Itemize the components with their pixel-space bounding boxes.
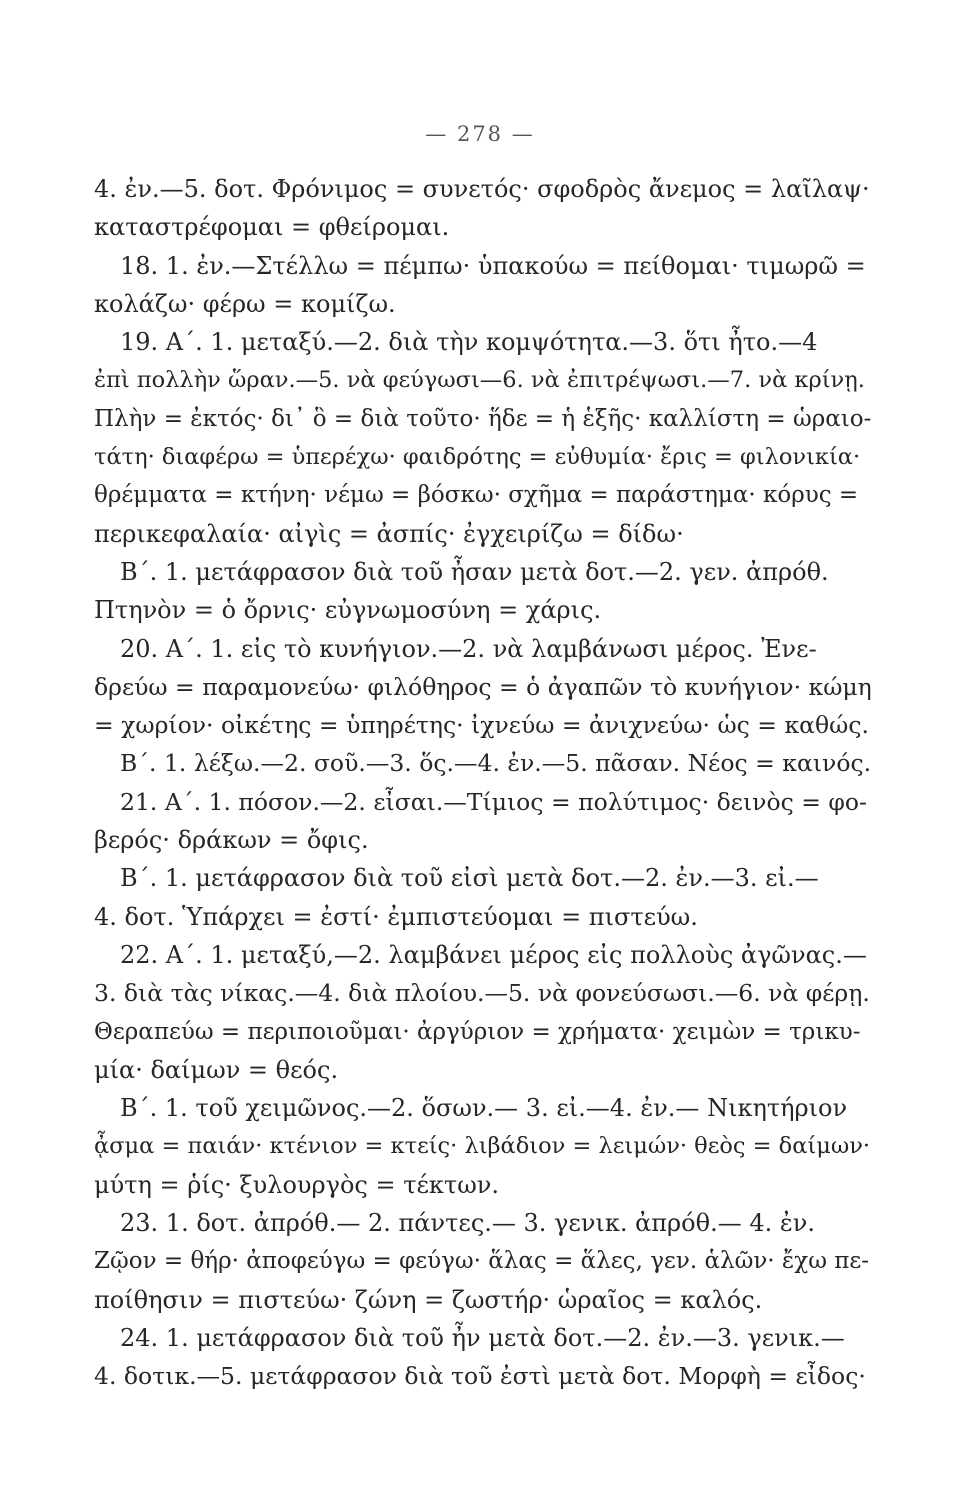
text-line: 24. 1. μετάφρασον διὰ τοῦ ἦν μετὰ δοτ.—2. ἐν.—3. γενικ.— [120,1323,845,1352]
text-line: μία· δαίμων = θεός. [94,1055,339,1084]
text-line: Β΄. 1. μετάφρασον διὰ τοῦ ἦσαν μετὰ δοτ.—2. γεν. ἀπρόθ. [120,557,829,586]
text-line: 20. Α΄. 1. εἰς τὸ κυνήγιον.—2. νὰ λαμβάνωσι μέρος. Ἐνε- [120,634,817,663]
text-line: Θεραπεύω = περιποιοῦμαι· ἀργύριον = χρήματα· χειμὼν = τρικυ- [94,1018,861,1045]
text-line: 18. 1. ἐν.—Στέλλω = πέμπω· ὑπακούω = πείθομαι· τιμωρῶ = [120,251,866,280]
text-line: 21. Α΄. 1. πόσον.—2. εἶσαι.—Τίμιος = πολύτιμος· δεινὸς = φο- [120,787,867,816]
text-line: ἐπὶ πολλὴν ὥραν.—5. νὰ φεύγωσι—6. νὰ ἐπιτρέψωσι.—7. νὰ κρίνῃ. [94,367,865,394]
text-line: 19. Α΄. 1. μεταξύ.—2. διὰ τὴν κομψότητα.—3. ὅτι ἦτο.—4 [120,328,818,357]
text-line: Β΄. 1. μετάφρασον διὰ τοῦ εἰσὶ μετὰ δοτ.—2. ἐν.—3. εἰ.— [120,864,819,893]
text-line: Πτηνὸν = ὁ ὄρνις· εὐγνωμοσύνη = χάρις. [94,596,602,625]
text-line: = χωρίον· οἰκέτης = ὑπηρέτης· ἰχνεύω = ἀνιχνεύω· ὡς = καθώς. [94,711,869,740]
text-line: περικεφαλαία· αἰγὶς = ἀσπίς· ἐγχειρίζω = δίδω· [94,519,684,548]
text-line: 23. 1. δοτ. ἀπρόθ.— 2. πάντες.— 3. γενικ. ἀπρόθ.— 4. ἐν. [120,1209,815,1238]
text-line: μύτη = ῥίς· ξυλουργὸς = τέκτων. [94,1170,499,1199]
text-line: Β΄. 1. τοῦ χειμῶνος.—2. ὅσων.— 3. εἰ.—4. ἐν.— Νικητήριον [120,1094,848,1123]
text-line: βερός· δράκων = ὄφις. [94,826,369,855]
text-line: 3. διὰ τὰς νίκας.—4. διὰ πλοίου.—5. νὰ φονεύσωσι.—6. νὰ φέρῃ. [94,979,870,1008]
text-line: 22. Α΄. 1. μεταξύ,—2. λαμβάνει μέρος εἰς πολλοὺς ἀγῶνας.— [120,940,867,969]
text-line: Πλὴν = ἐκτός· δι᾽ ὃ = διὰ τοῦτο· ἥδε = ἡ ἑξῆς· καλλίστη = ὡραιο- [94,405,872,432]
text-line: 4. ἐν.—5. δοτ. Φρόνιμος = συνετός· σφοδρὸς ἄνεμος = λαῖλαψ· [94,175,870,203]
text-line: θρέμματα = κτήνη· νέμω = βόσκω· σχῆμα = παράστημα· κόρυς = [94,482,859,509]
text-line: Ζῷον = θήρ· ἀποφεύγω = φεύγω· ἅλας = ἅλες, γεν. ἁλῶν· ἔχω πε- [94,1248,870,1275]
text-line: καταστρέφομαι = φθείρομαι. [94,213,450,242]
text-line: Β΄. 1. λέξω.—2. σοῦ.—3. ὅς.—4. ἐν.—5. πᾶσαν. Νέος = καινός. [120,749,872,778]
text-line: ᾆσμα = παιάν· κτένιον = κτείς· λιβάδιον = λειμών· θεὸς = δαίμων· [94,1133,871,1160]
text-line: τάτη· διαφέρω = ὑπερέχω· φαιδρότης = εὐθυμία· ἔρις = φιλονικία· [94,444,861,471]
text-line: 4. δοτικ.—5. μετάφρασον διὰ τοῦ ἐστὶ μετὰ δοτ. Μορφὴ = εἶδος· [94,1362,866,1391]
page-number: — 278 — [425,122,535,146]
text-line: 4. δοτ. Ὑπάρχει = ἐστί· ἐμπιστεύομαι = πιστεύω. [94,902,698,931]
text-line: κολάζω· φέρω = κομίζω. [94,289,396,318]
text-line: δρεύω = παραμονεύω· φιλόθηρος = ὁ ἀγαπῶν τὸ κυνήγιον· κώμη [94,672,872,701]
body-text [94,170,874,1396]
text-line: ποίθησιν = πιστεύω· ζώνη = ζωστήρ· ὡραῖος = καλός. [94,1285,763,1314]
